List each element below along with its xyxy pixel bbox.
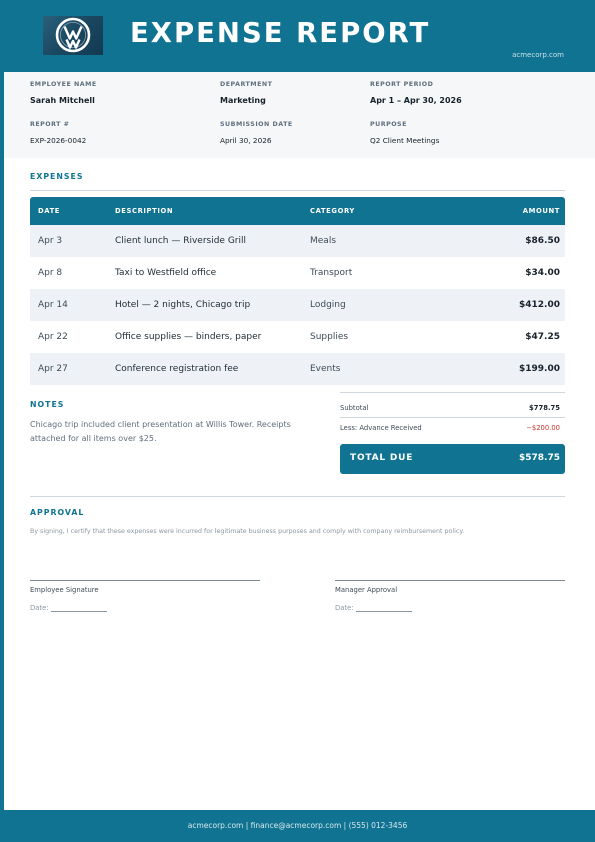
row-date: Apr 14 [38, 300, 68, 310]
submission-date-field [220, 121, 293, 145]
row-date: Apr 3 [38, 236, 63, 246]
notes-text: Chicago trip included client presentation at Willis Tower. Receipts attached for all items over $25. [30, 420, 291, 443]
column-header-category: CATEGORY [310, 207, 355, 215]
row-amount: $47.25 [525, 332, 560, 342]
employee-date-line[interactable] [51, 611, 107, 612]
column-header-description: DESCRIPTION [115, 207, 174, 215]
report-period-field [370, 81, 462, 105]
row-category: Meals [310, 236, 337, 246]
column-header-amount: AMOUNT [522, 207, 560, 215]
row-category: Events [310, 364, 341, 374]
notes-section-title: NOTES [30, 400, 65, 409]
employee-name-label: EMPLOYEE NAME [30, 81, 97, 88]
row-amount: $86.50 [525, 236, 560, 246]
summary-top-rule [340, 392, 565, 393]
subtotal-label: Subtotal [340, 404, 369, 412]
report-number-value: EXP-2026-0042 [30, 136, 87, 145]
row-amount: $412.00 [519, 300, 560, 310]
total-due-label: TOTAL DUE [350, 453, 414, 463]
report-header [0, 0, 595, 72]
row-description: Client lunch — Riverside Grill [115, 236, 246, 246]
approval-section-title: APPROVAL [30, 508, 85, 517]
table-header [30, 197, 565, 225]
row-category: Transport [310, 268, 353, 278]
row-date: Apr 8 [38, 268, 63, 278]
report-title: EXPENSE REPORT [130, 17, 431, 49]
department-field [220, 81, 272, 105]
row-description: Hotel — 2 nights, Chicago trip [115, 300, 251, 310]
subtotal-value: $778.75 [529, 404, 560, 412]
table-row [30, 225, 565, 257]
purpose-value: Q2 Client Meetings [370, 136, 440, 145]
expenses-section-title: EXPENSES [30, 172, 84, 181]
employee-name-field [30, 81, 97, 105]
report-number-label: REPORT # [30, 121, 70, 128]
summary-mid-rule [340, 417, 565, 418]
purpose-label: PURPOSE [370, 121, 407, 128]
manager-date-label: Date: [335, 604, 354, 612]
row-description: Office supplies — binders, paper [115, 332, 262, 342]
vw-logo-icon [43, 16, 103, 55]
table-row [30, 289, 565, 321]
advance-label: Less: Advance Received [340, 424, 422, 432]
header-website: acmecorp.com [512, 51, 564, 59]
department-label: DEPARTMENT [220, 81, 273, 88]
table-row [30, 321, 565, 353]
advance-value: −$200.00 [526, 424, 560, 432]
report-period-value: Apr 1 – Apr 30, 2026 [370, 96, 462, 105]
footer-contact: acmecorp.com | finance@acmecorp.com | (555) 012-3456 [187, 821, 408, 830]
submission-date-value: April 30, 2026 [220, 136, 272, 145]
row-category: Supplies [310, 332, 349, 342]
manager-date-line[interactable] [356, 611, 412, 612]
expenses-table [30, 197, 565, 385]
report-footer [0, 810, 595, 842]
purpose-field [370, 121, 439, 145]
total-due-box [340, 444, 565, 474]
total-due-value: $578.75 [519, 453, 560, 463]
employee-signature-label: Employee Signature [30, 586, 99, 594]
manager-approval-label: Manager Approval [335, 586, 398, 594]
row-description: Taxi to Westfield office [115, 268, 217, 278]
column-header-date: DATE [38, 207, 61, 215]
manager-signature-line[interactable] [335, 580, 565, 581]
employee-name-value: Sarah Mitchell [30, 96, 95, 105]
report-number-field [30, 121, 86, 145]
employee-signature-line[interactable] [30, 580, 260, 581]
expenses-divider [30, 190, 565, 191]
report-period-label: REPORT PERIOD [370, 81, 434, 88]
table-row [30, 257, 565, 289]
row-date: Apr 22 [38, 332, 68, 342]
row-description: Conference registration fee [115, 364, 239, 374]
approval-statement: By signing, I certify that these expenses were incurred for legitimate business purposes and comply with company reimbursement policy. [30, 528, 465, 535]
department-value: Marketing [220, 96, 266, 105]
row-date: Apr 27 [38, 364, 68, 374]
employee-info-block [4, 72, 595, 158]
table-row [30, 353, 565, 385]
approval-divider [30, 496, 565, 497]
submission-date-label: SUBMISSION DATE [220, 121, 293, 128]
row-category: Lodging [310, 300, 346, 310]
employee-date-label: Date: [30, 604, 49, 612]
row-amount: $199.00 [519, 364, 560, 374]
row-amount: $34.00 [525, 268, 560, 278]
